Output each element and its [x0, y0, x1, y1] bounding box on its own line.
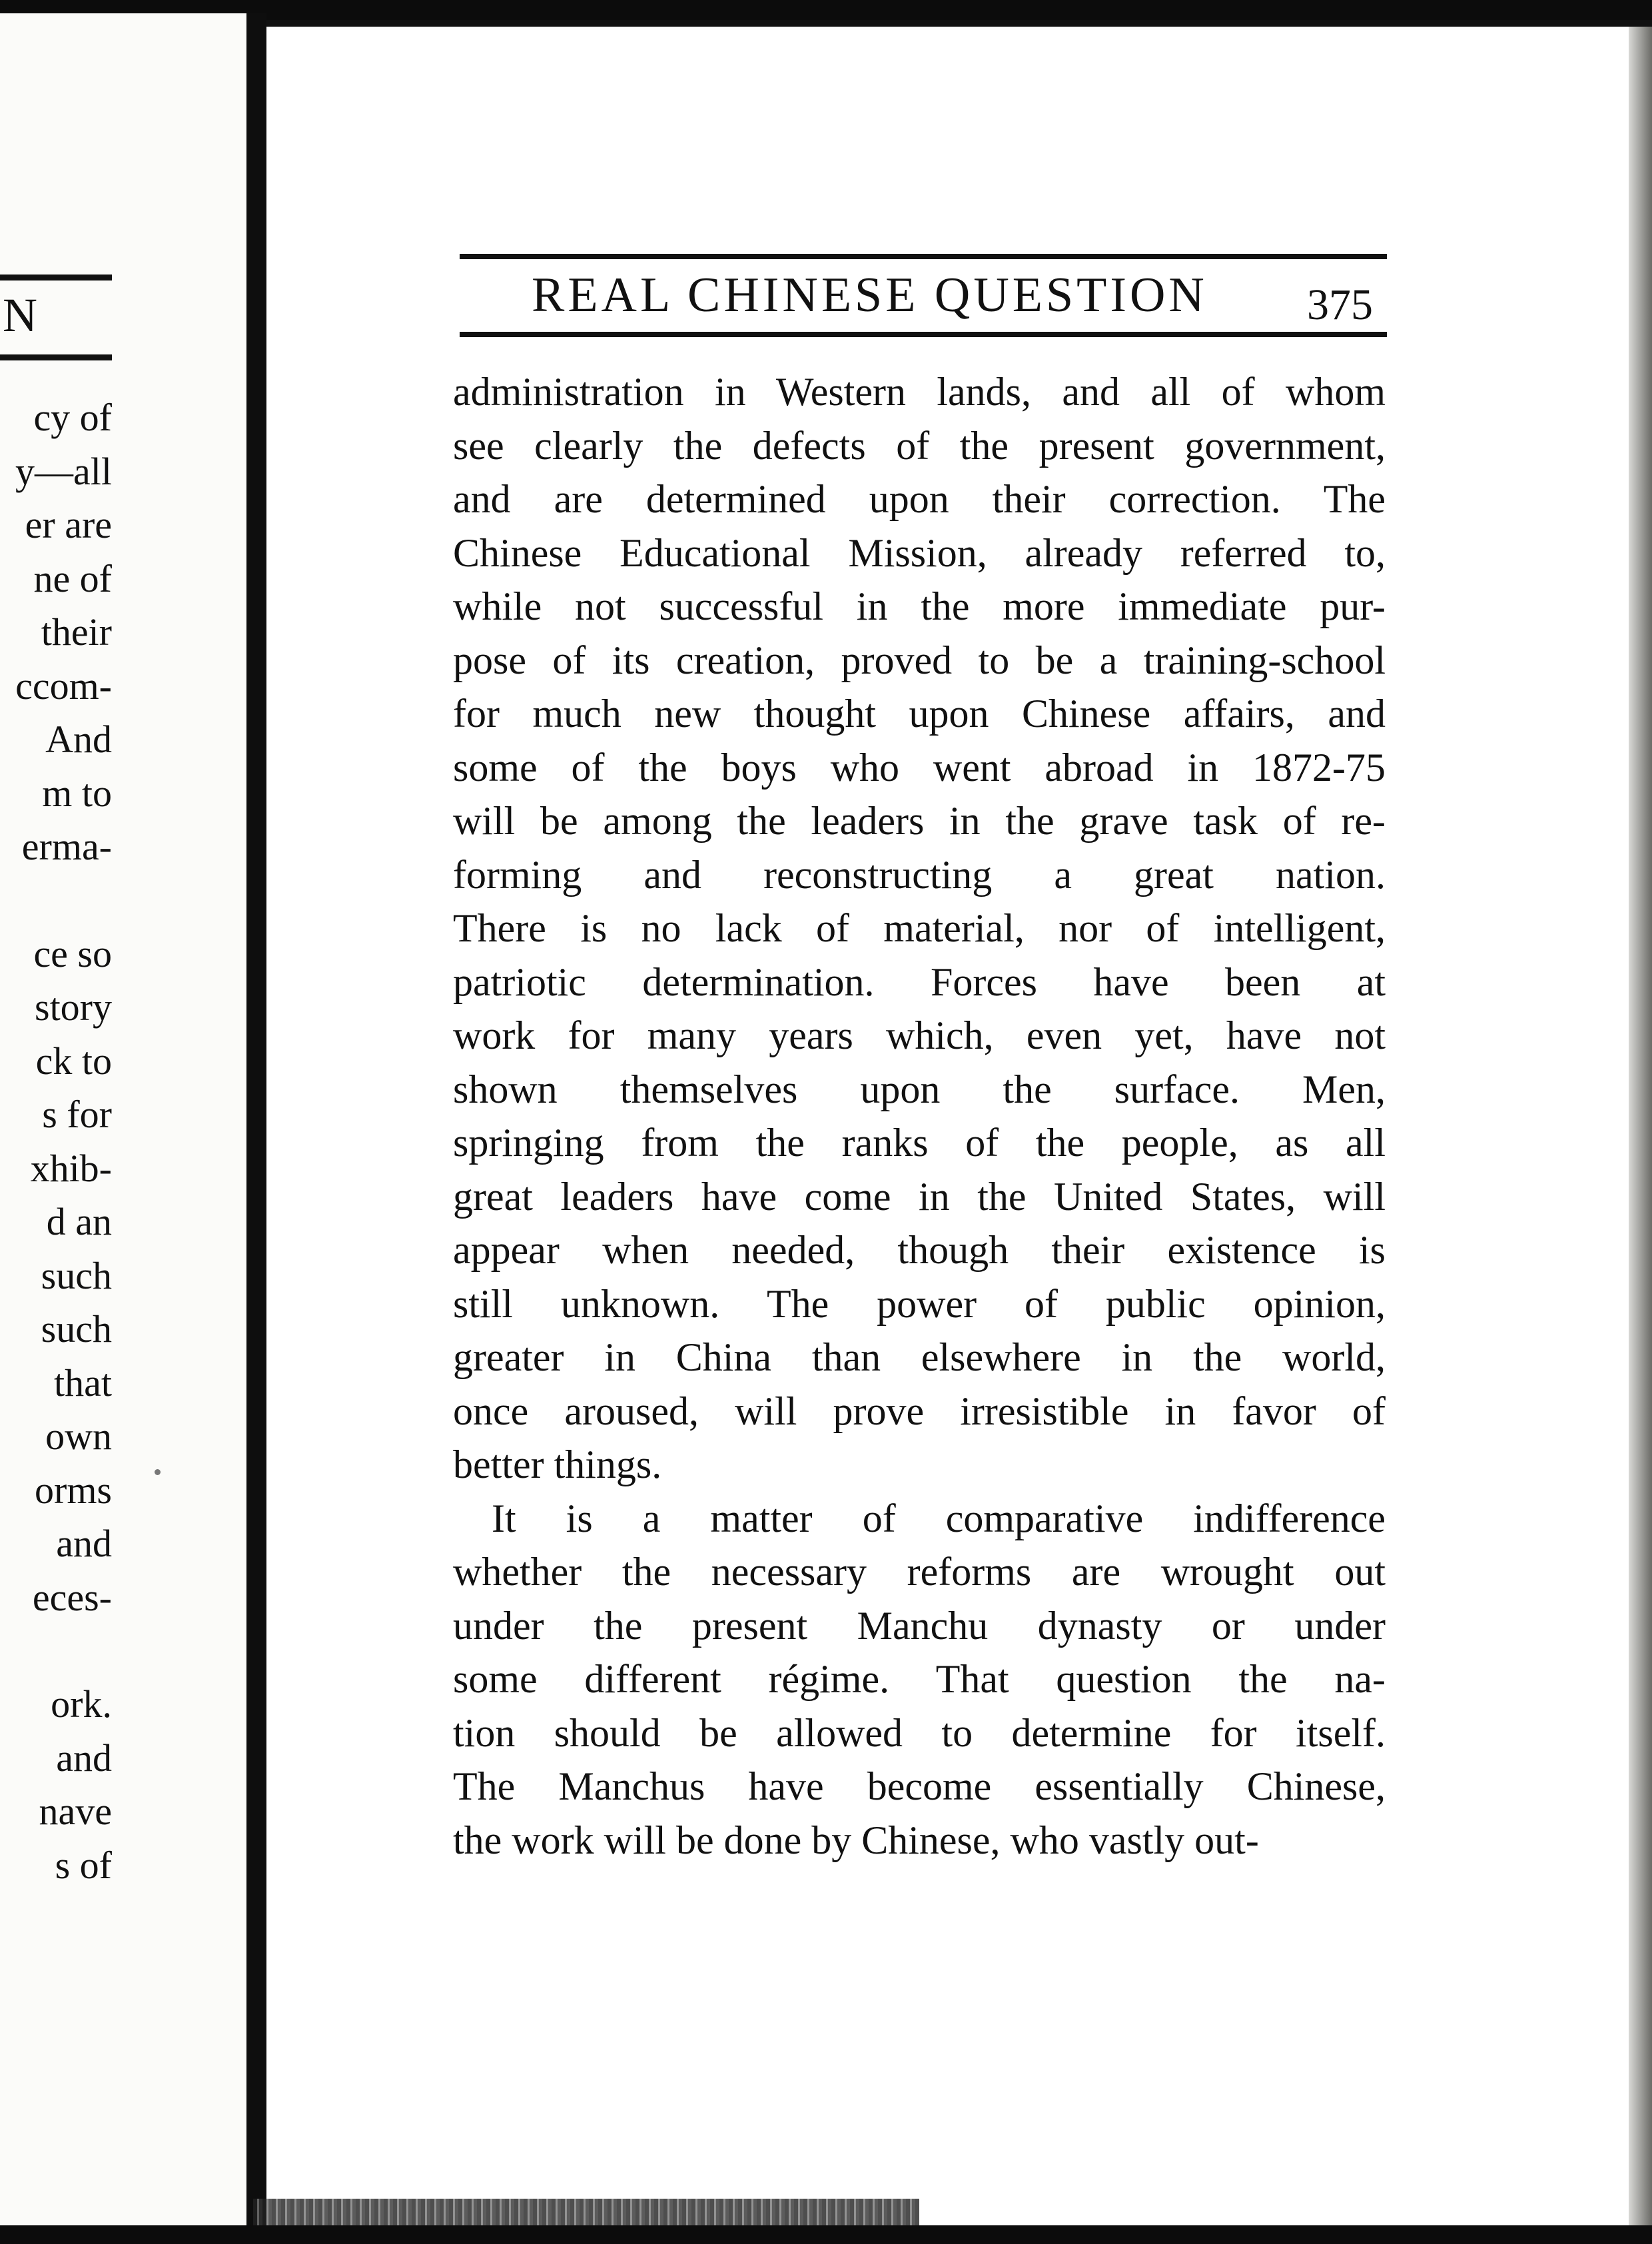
text-line: see clearly the defects of the present government,	[453, 423, 1386, 468]
left-running-head-fragment: N	[3, 288, 39, 342]
left-text-fragment: er are	[25, 503, 112, 546]
scan-bottom-noise	[253, 2199, 919, 2225]
left-text-fragment: ce so	[33, 931, 112, 975]
text-line: while not successful in the more immediate pur-	[453, 584, 1386, 628]
text-line: for much new thought upon Chinese affairs, and	[453, 692, 1386, 736]
left-text-fragment: ccom-	[15, 664, 112, 708]
text-line: work for many years which, even yet, have not	[453, 1013, 1386, 1057]
scan-speck	[155, 1469, 161, 1475]
left-text-fragment: cy of	[33, 396, 112, 439]
left-text-fragment: ork.	[51, 1682, 112, 1726]
text-line: once aroused, will prove irresistible in favor of	[453, 1389, 1386, 1433]
text-line: better things.	[453, 1442, 662, 1486]
left-text-fragment: such	[41, 1307, 112, 1351]
text-line: great leaders have come in the United States, will	[453, 1174, 1386, 1219]
text-line: under the present Manchu dynasty or under	[453, 1603, 1386, 1648]
left-text-fragment: own	[45, 1414, 112, 1458]
left-facing-page	[0, 13, 246, 2227]
header-rule-top	[460, 254, 1387, 259]
text-line: administration in Western lands, and all of whom	[453, 370, 1386, 414]
text-line: still unknown. The power of public opinion,	[453, 1281, 1386, 1326]
scan-bottom-border	[0, 2225, 1652, 2244]
left-text-fragment: nave	[39, 1790, 112, 1833]
left-text-fragment: ne of	[33, 556, 112, 600]
left-text-fragment: and	[56, 1522, 112, 1565]
header-rule-bottom	[460, 332, 1387, 337]
left-text-fragment: s for	[42, 1093, 112, 1136]
left-text-fragment: m to	[42, 771, 112, 815]
left-text-fragment: their	[41, 610, 112, 654]
text-line: forming and reconstructing a great nation.	[453, 852, 1386, 897]
body-text	[453, 365, 1386, 1867]
text-line: The Manchus have become essentially Chinese,	[453, 1764, 1386, 1808]
book-gutter	[246, 13, 266, 2227]
left-text-fragment: orms	[35, 1468, 112, 1512]
text-line: some different régime. That question the na-	[453, 1657, 1386, 1701]
text-line: There is no lack of material, nor of intelligent,	[453, 906, 1386, 950]
left-text-fragment: eces-	[32, 1575, 112, 1619]
text-line: Chinese Educational Mission, already referred to,	[453, 530, 1386, 575]
left-text-fragment: s of	[55, 1843, 112, 1887]
page-edge-shadow	[1629, 27, 1652, 2225]
text-line: appear when needed, though their existence is	[453, 1228, 1386, 1272]
left-text-fragment: xhib-	[30, 1146, 112, 1190]
page-number: 375	[1307, 280, 1373, 329]
text-line: some of the boys who went abroad in 1872-75	[453, 745, 1386, 790]
left-text-fragment: and	[56, 1736, 112, 1780]
text-line: It is a matter of comparative indifference	[492, 1496, 1386, 1540]
text-line: will be among the leaders in the grave task of re-	[453, 799, 1386, 843]
text-line: the work will be done by Chinese, who vastly out-	[453, 1818, 1259, 1862]
text-line: greater in China than elsewhere in the world,	[453, 1335, 1386, 1379]
left-header-rule-top	[0, 275, 112, 280]
left-text-fragment: such	[41, 1253, 112, 1297]
text-line: pose of its creation, proved to be a training-school	[453, 638, 1386, 682]
left-text-fragment: y—all	[15, 449, 112, 493]
text-line: and are determined upon their correction. The	[453, 477, 1386, 521]
text-line: patriotic determination. Forces have been at	[453, 959, 1386, 1004]
text-line: tion should be allowed to determine for itself.	[453, 1710, 1386, 1755]
text-line: springing from the ranks of the people, as all	[453, 1121, 1386, 1165]
text-line: shown themselves upon the surface. Men,	[453, 1067, 1386, 1111]
left-header-rule-bottom	[0, 354, 112, 360]
left-text-fragment: story	[35, 985, 112, 1029]
left-text-fragment: And	[45, 718, 112, 761]
left-text-fragment: erma-	[21, 825, 112, 868]
text-line: whether the necessary reforms are wrought out	[453, 1550, 1386, 1594]
left-text-fragment: that	[54, 1361, 112, 1404]
running-head: REAL CHINESE QUESTION	[532, 268, 1208, 322]
left-text-fragment: ck to	[35, 1039, 112, 1083]
left-text-fragment: d an	[46, 1200, 112, 1243]
